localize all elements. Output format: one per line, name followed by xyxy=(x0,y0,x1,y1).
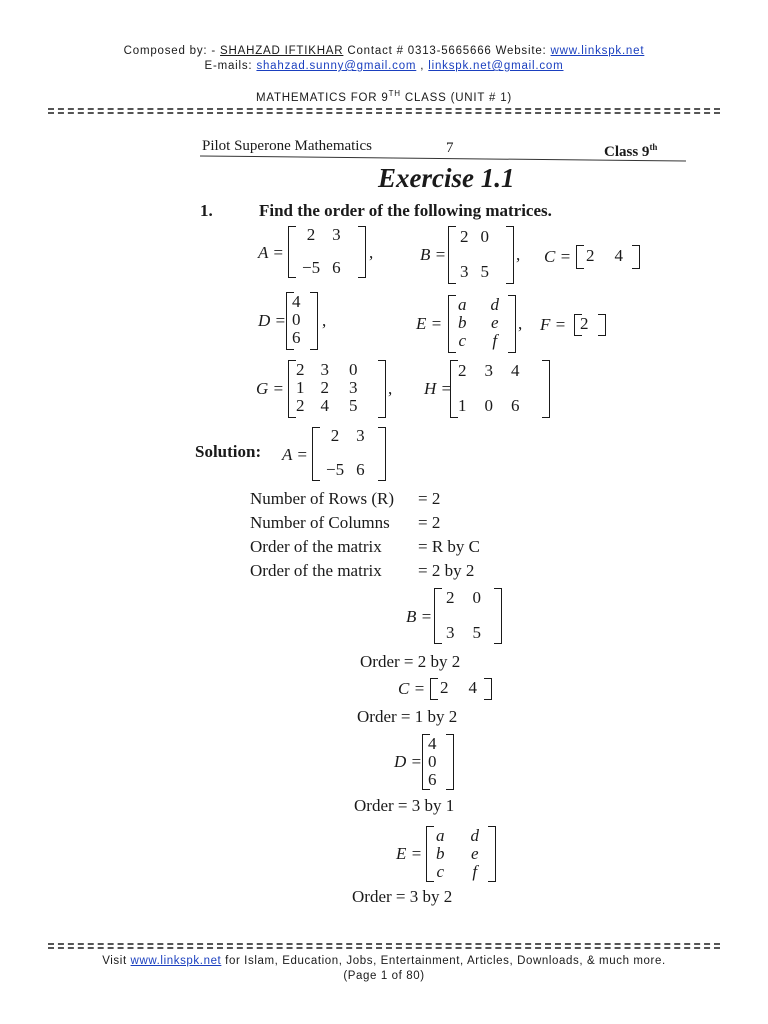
matrix-cell: −5 xyxy=(326,460,345,479)
footer-website-link[interactable]: www.linkspk.net xyxy=(130,955,222,967)
matrix-cell: 5 xyxy=(349,396,358,415)
solution-line-value: = 2 by 2 xyxy=(418,561,475,580)
matrix-c-right-bracket xyxy=(632,245,640,269)
solution-line-columns xyxy=(250,513,441,533)
solution-matrix-e-body xyxy=(430,827,485,881)
matrix-h-right-bracket xyxy=(542,360,550,418)
order-b: Order = 2 by 2 xyxy=(360,652,461,671)
matrix-c xyxy=(544,245,644,269)
matrix-h-body xyxy=(452,362,526,432)
matrix-g-comma: , xyxy=(388,379,393,398)
footer-divider-2 xyxy=(48,947,720,949)
matrix-d-right-bracket xyxy=(310,292,318,350)
email-link-2[interactable]: linkspk.net@gmail.com xyxy=(428,60,564,72)
matrix-cell: 2 xyxy=(458,361,467,380)
matrix-cell: 3 xyxy=(332,225,341,244)
emails-label: E-mails: xyxy=(204,60,257,72)
solution-line-label: Number of Rows (R) xyxy=(250,489,395,508)
solution-matrix-d-name: D = xyxy=(394,752,422,771)
matrix-b-comma: , xyxy=(516,245,521,264)
matrix-cell: c xyxy=(436,862,445,881)
solution-matrix-c xyxy=(398,678,498,700)
matrix-cell: d xyxy=(490,295,499,314)
matrix-e xyxy=(416,295,526,353)
matrix-b-right-bracket xyxy=(506,226,514,284)
solution-matrix-b-body xyxy=(440,589,487,659)
solution-matrix-e-name: E = xyxy=(396,844,423,863)
matrix-f xyxy=(540,314,620,336)
matrix-e-right-bracket xyxy=(508,295,516,353)
matrix-e-body xyxy=(452,296,505,350)
matrix-h xyxy=(424,360,554,418)
matrix-e-name: E = xyxy=(416,314,443,333)
email-separator: , xyxy=(416,60,429,72)
matrix-a-comma: , xyxy=(369,243,374,262)
book-title: Pilot Superone Mathematics xyxy=(202,138,372,154)
matrix-cell: e xyxy=(470,844,479,863)
subject-line xyxy=(0,86,768,106)
solution-matrix-c-body xyxy=(434,679,483,697)
matrix-cell: 3 xyxy=(484,361,493,380)
matrix-f-name: F = xyxy=(540,315,567,334)
solution-matrix-c-right-bracket xyxy=(484,678,492,700)
header-composed-line xyxy=(0,44,768,59)
matrix-d-body xyxy=(286,293,307,347)
matrix-d-comma: , xyxy=(322,311,327,330)
matrix-c-body xyxy=(580,247,629,265)
matrix-g-name: G = xyxy=(256,379,284,398)
matrix-cell: 3 xyxy=(320,360,329,379)
solution-matrix-d-right-bracket xyxy=(446,734,454,790)
solution-matrix-c-name: C = xyxy=(398,679,426,698)
matrix-b-body xyxy=(454,228,495,298)
solution-matrix-a-right-bracket xyxy=(378,427,386,481)
matrix-cell: 4 xyxy=(292,292,301,311)
matrix-d-name: D = xyxy=(258,311,286,330)
matrix-cell: e xyxy=(490,313,499,332)
matrix-a-right-bracket xyxy=(358,226,366,278)
matrix-a-body xyxy=(296,226,347,292)
matrix-cell: 4 xyxy=(511,361,520,380)
matrix-cell: 6 xyxy=(428,770,437,789)
matrix-cell: 0 xyxy=(480,227,489,246)
solution-matrix-d-body xyxy=(422,735,443,789)
contact-label: Contact # 0313-5665666 Website: xyxy=(343,45,551,57)
solution-matrix-a-name: A = xyxy=(282,445,308,464)
matrix-cell: b xyxy=(458,313,467,332)
matrix-cell: a xyxy=(436,826,445,845)
matrix-cell: 6 xyxy=(292,328,301,347)
matrix-e-comma: , xyxy=(518,314,523,333)
matrix-c-name: C = xyxy=(544,247,572,266)
visit-prefix: Visit xyxy=(102,955,131,967)
solution-line-order-formula xyxy=(250,537,481,557)
matrix-cell: 0 xyxy=(292,310,301,329)
matrix-cell: 3 xyxy=(356,426,365,445)
matrix-cell: 3 xyxy=(349,378,358,397)
matrix-cell: 3 xyxy=(460,262,469,281)
matrix-f-body xyxy=(574,315,595,333)
solution-label: Solution: xyxy=(195,442,262,461)
visit-suffix: for Islam, Education, Jobs, Entertainment, Articles, Downloads, & much more. xyxy=(221,955,666,967)
matrix-cell: 4 xyxy=(428,734,437,753)
matrix-f-right-bracket xyxy=(598,314,606,336)
solution-line-value: = 2 xyxy=(418,513,441,532)
matrix-a-left-bracket xyxy=(288,226,296,278)
matrix-cell: 0 xyxy=(472,588,481,607)
matrix-cell: 2 xyxy=(320,378,329,397)
header-divider-2 xyxy=(48,112,720,114)
matrix-cell: 2 xyxy=(446,588,455,607)
matrix-cell: 1 xyxy=(458,396,467,415)
matrix-cell: 2 xyxy=(296,360,305,379)
subject-prefix: MATHEMATICS FOR 9 xyxy=(255,91,389,104)
website-link[interactable]: www.linkspk.net xyxy=(550,45,645,57)
matrix-cell: 2 xyxy=(440,678,449,697)
matrix-cell: 4 xyxy=(468,678,477,697)
solution-line-label: Number of Columns xyxy=(250,513,390,532)
matrix-cell: 6 xyxy=(356,460,365,479)
matrix-cell: 4 xyxy=(614,246,623,265)
solution-line-rows xyxy=(250,489,441,509)
matrix-a xyxy=(258,226,378,278)
exercise-title: Exercise 1.1 xyxy=(378,163,515,193)
matrix-cell: 2 xyxy=(296,396,305,415)
matrix-b-name: B = xyxy=(420,245,447,264)
matrix-cell: 5 xyxy=(472,623,481,642)
matrix-cell: 6 xyxy=(332,258,341,277)
header-divider xyxy=(48,108,720,110)
matrix-cell: f xyxy=(492,331,498,350)
matrix-cell: c xyxy=(458,331,467,350)
matrix-cell: 2 xyxy=(460,227,469,246)
header-emails-line xyxy=(0,59,768,74)
matrix-h-name: H = xyxy=(424,379,452,398)
solution-line-label: Order of the matrix xyxy=(250,561,382,580)
solution-matrix-b-right-bracket xyxy=(494,588,502,644)
matrix-cell: 1 xyxy=(296,378,305,397)
matrix-cell: −5 xyxy=(302,258,321,277)
order-d: Order = 3 by 1 xyxy=(354,796,455,815)
solution-line-value: = 2 xyxy=(418,489,441,508)
matrix-cell: 0 xyxy=(349,360,358,379)
footer-visit-line xyxy=(0,954,768,969)
solution-line-order-result xyxy=(250,561,475,581)
class-text: Class 9 xyxy=(604,144,650,160)
email-link-1[interactable]: shahzad.sunny@gmail.com xyxy=(256,60,417,72)
class-superscript: th xyxy=(649,142,658,152)
solution-matrix-d xyxy=(394,734,474,790)
matrix-a-name: A = xyxy=(258,243,284,262)
page-info: (Page 1 of 80) xyxy=(343,970,425,982)
matrix-g-body xyxy=(290,361,364,415)
solution-matrix-a xyxy=(282,427,392,481)
solution-matrix-e xyxy=(396,826,506,882)
class-label xyxy=(604,142,657,161)
solution-matrix-b-name: B = xyxy=(406,607,433,626)
book-page-number: 7 xyxy=(446,140,454,156)
solution-matrix-a-body xyxy=(320,427,371,495)
question-number: 1. xyxy=(200,201,213,220)
subject-suffix: CLASS (UNIT # 1) xyxy=(400,91,513,104)
matrix-cell: f xyxy=(472,862,478,881)
solution-matrix-e-right-bracket xyxy=(488,826,496,882)
solution-matrix-b xyxy=(406,588,506,644)
matrix-cell: 2 xyxy=(330,426,340,445)
solution-line-label: Order of the matrix xyxy=(250,537,382,556)
solution-line-value: = R by C xyxy=(418,537,481,556)
matrix-cell: 0 xyxy=(428,752,437,771)
question-text: Find the order of the following matrices. xyxy=(259,201,552,220)
composed-prefix: Composed by: - xyxy=(123,45,221,57)
footer-divider xyxy=(48,943,720,945)
matrix-b xyxy=(420,226,530,284)
matrix-g xyxy=(256,360,406,418)
matrix-cell: 6 xyxy=(511,396,520,415)
matrix-cell: 5 xyxy=(480,262,489,281)
matrix-d xyxy=(258,292,348,350)
order-c: Order = 1 by 2 xyxy=(357,707,458,726)
matrix-cell: b xyxy=(436,844,445,863)
matrix-g-right-bracket xyxy=(378,360,386,418)
matrix-cell: 4 xyxy=(320,396,329,415)
matrix-cell: 2 xyxy=(586,246,595,265)
order-e: Order = 3 by 2 xyxy=(352,887,453,906)
matrix-cell: 0 xyxy=(484,396,493,415)
author-name: SHAHZAD IFTIKHAR xyxy=(220,45,344,57)
matrix-cell: d xyxy=(470,826,479,845)
subject-superscript: TH xyxy=(388,89,401,98)
matrix-cell: 2 xyxy=(306,225,316,244)
matrix-cell: 2 xyxy=(580,314,589,333)
solution-matrix-a-left-bracket xyxy=(312,427,320,481)
matrix-cell: 3 xyxy=(446,623,455,642)
matrix-cell: a xyxy=(458,295,467,314)
